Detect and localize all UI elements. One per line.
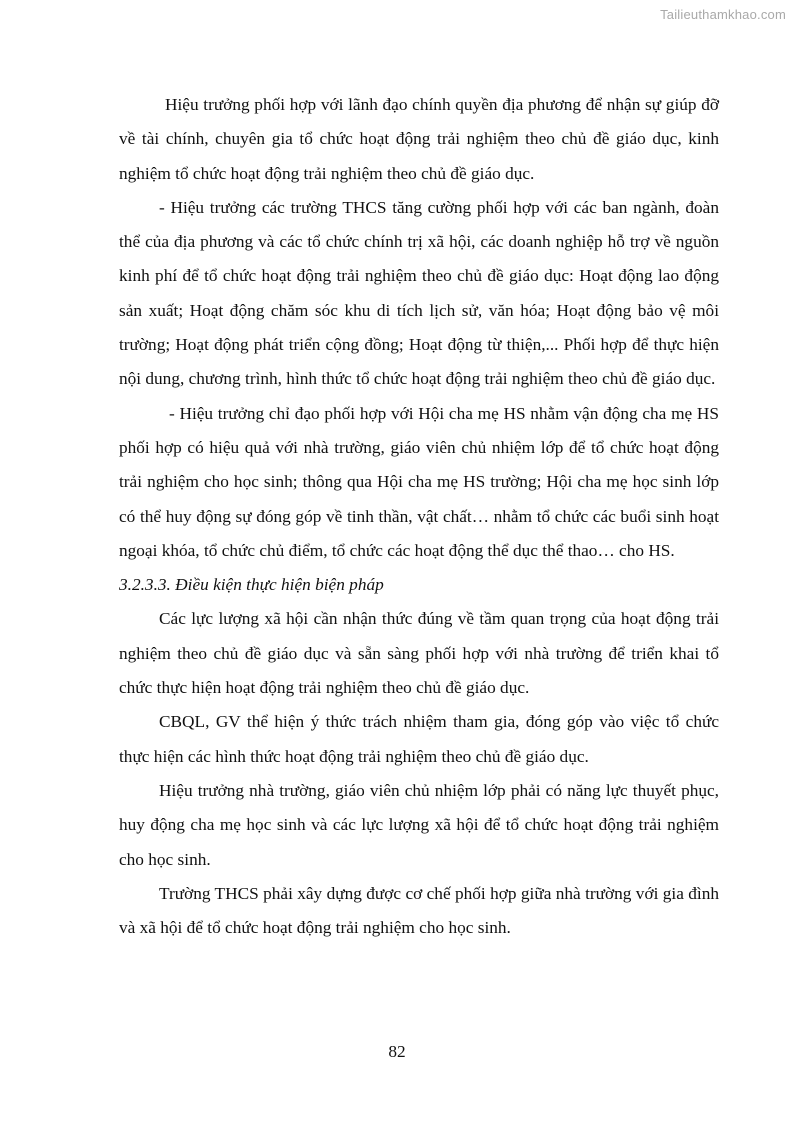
paragraph-local-government: Hiệu trưởng phối hợp với lãnh đạo chính quyền địa phương để nhận sự giúp đỡ về tài chính, chuyên gia tổ chức hoạt động trải nghiệm theo chủ đề giáo dục, kinh nghiệm tổ chức hoạt động trải nghiệm theo chủ đề giáo dục. — [119, 95, 719, 183]
paragraph-staff-responsibility: CBQL, GV thể hiện ý thức trách nhiệm tham gia, đóng góp vào việc tổ chức thực hiện các hình thức hoạt động trải nghiệm theo chủ đề giáo dục. — [119, 712, 719, 766]
watermark-text: Tailieuthamkhao.com — [660, 7, 786, 22]
paragraph-social-forces: Các lực lượng xã hội cần nhận thức đúng về tầm quan trọng của hoạt động trải nghiệm theo chủ đề giáo dục và sẵn sàng phối hợp với nhà trường để triển khai tổ chức thực hiện hoạt động trải nghiệm theo chủ đề giáo dục. — [119, 609, 719, 698]
document-body — [119, 88, 719, 945]
page-number: 82 — [388, 1042, 406, 1061]
section-heading: 3.2.3.3. Điều kiện thực hiện biện pháp — [119, 575, 384, 595]
paragraph-parents-association: - Hiệu trưởng chỉ đạo phối hợp với Hội cha mẹ HS nhằm vận động cha mẹ HS phối hợp có hiệu quả với nhà trường, giáo viên chủ nhiệm lớp để tổ chức hoạt động trải nghiệm cho học sinh; thông qua Hội cha mẹ HS trường; Hội cha mẹ học sinh lớp có thể huy động sự đóng góp về tinh thần, vật chất… nhằm tổ chức các buổi sinh hoạt ngoại khóa, tổ chức chủ điểm, tổ chức các hoạt động thể dục thể thao… cho HS. — [119, 403, 719, 560]
paragraph-principal-capacity: Hiệu trưởng nhà trường, giáo viên chủ nhiệm lớp phải có năng lực thuyết phục, huy động cha mẹ học sinh và các lực lượng xã hội để tổ chức hoạt động trải nghiệm cho học sinh. — [119, 780, 719, 869]
paragraph-school-cooperation: - Hiệu trưởng các trường THCS tăng cường phối hợp với các ban ngành, đoàn thể của địa phương và các tổ chức chính trị xã hội, các doanh nghiệp hỗ trợ về nguồn kinh phí để tổ chức hoạt động trải nghiệm theo chủ đề giáo dục: Hoạt động lao động sản xuất; Hoạt động chăm sóc khu di tích lịch sử, văn hóa; Hoạt động bảo vệ môi trường; Hoạt động phát triển cộng đồng; Hoạt động từ thiện,... Phối hợp để thực hiện nội dung, chương trình, hình thức tổ chức hoạt động trải nghiệm theo chủ đề giáo dục. — [119, 197, 719, 389]
paragraph-coordination-mechanism: Trường THCS phải xây dựng được cơ chế phối hợp giữa nhà trường với gia đình và xã hội để tổ chức hoạt động trải nghiệm cho học sinh. — [119, 883, 719, 938]
